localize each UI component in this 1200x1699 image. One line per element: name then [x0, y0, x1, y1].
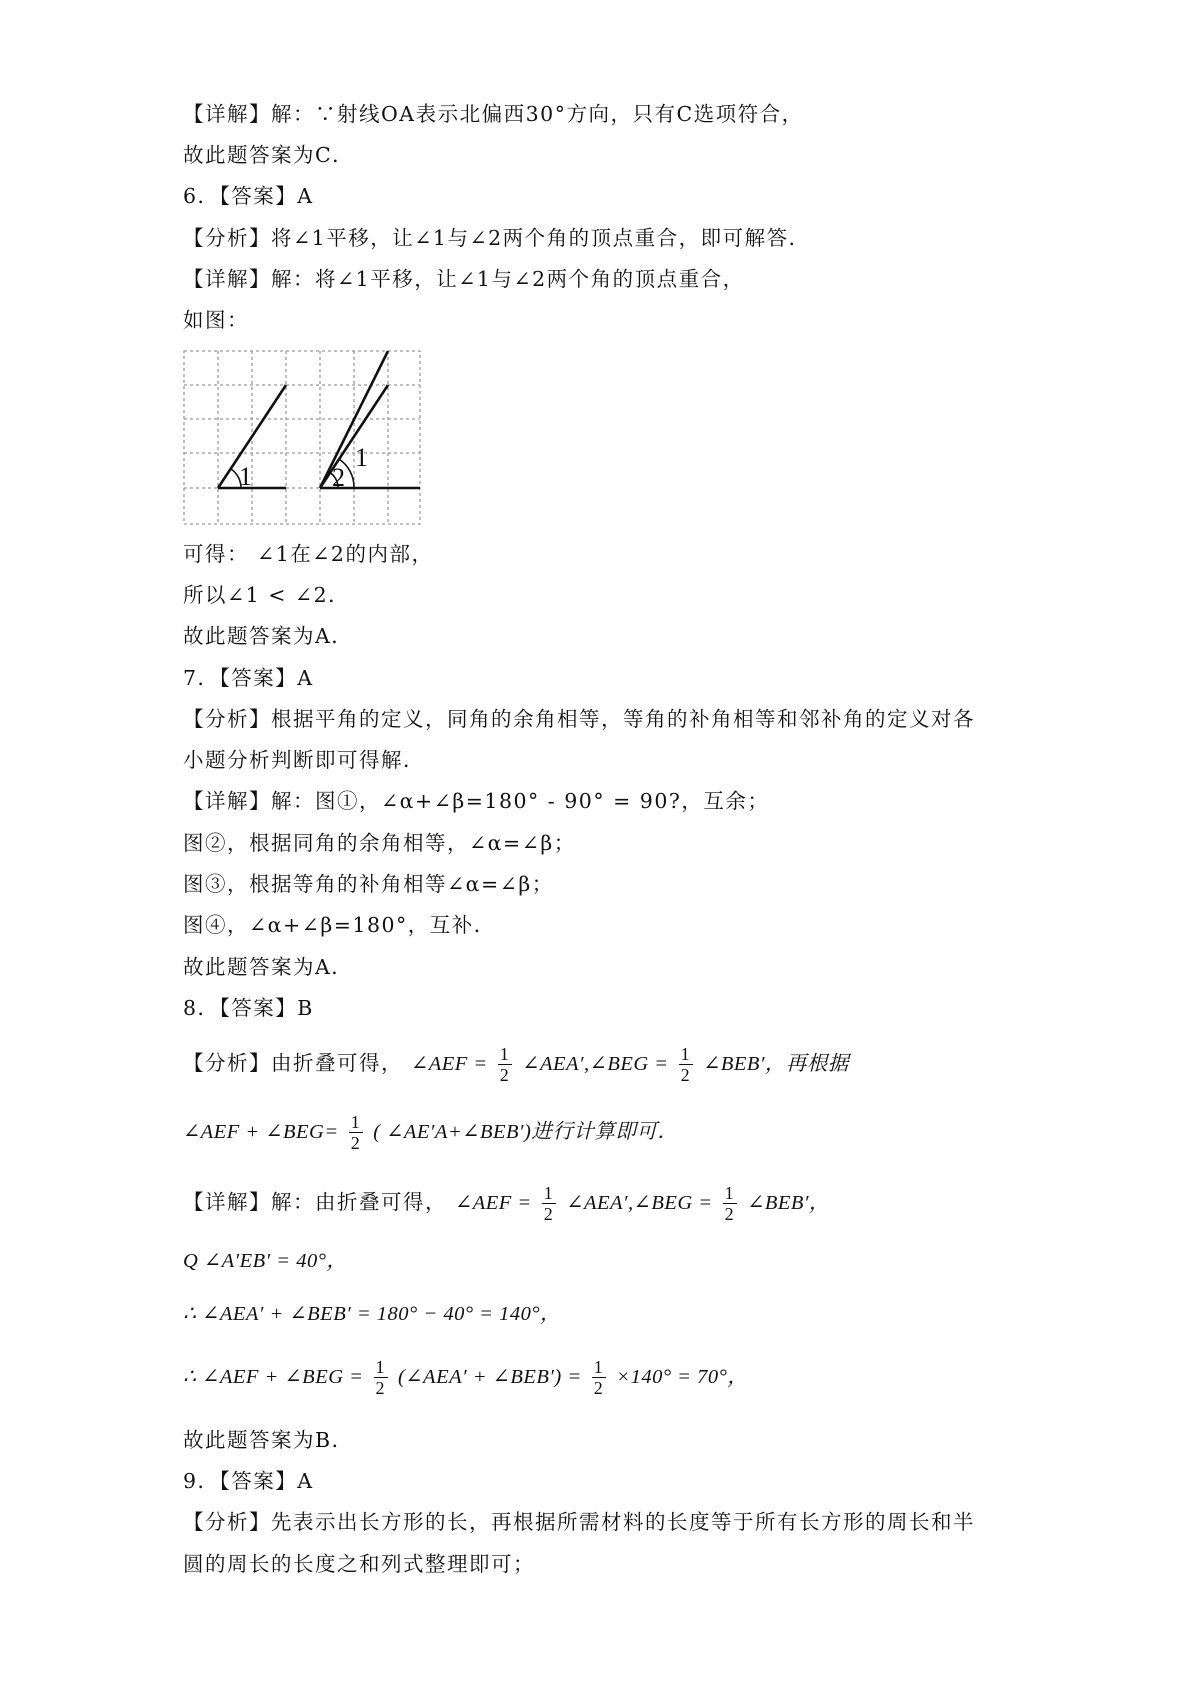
text-segment: 【详解】解：由折叠可得，	[183, 1190, 447, 1214]
fraction-numerator: 1	[375, 1357, 387, 1377]
question-7-header: 7．【答案】A	[183, 666, 314, 690]
angle1-label-moved: 1	[355, 443, 368, 472]
math-segment: (∠AEA′ + ∠BEB′) =	[398, 1366, 582, 1388]
question-8-header: 8．【答案】B	[183, 996, 314, 1020]
angle-grid-figure	[183, 350, 423, 526]
text-line: 【详解】解：∵射线OA表示北偏西30°方向，只有C选项符合，	[183, 102, 804, 126]
q8-step-3	[183, 1357, 748, 1398]
question-6-header: 6．【答案】A	[183, 184, 314, 208]
question-9-header: 9．【答案】A	[183, 1469, 314, 1493]
text-line: 小题分析判断即可得解．	[183, 748, 425, 772]
angle1-label: 1	[239, 462, 252, 491]
text-line: 圆的周长的长度之和列式整理即可；	[183, 1552, 535, 1576]
math-segment: ∠AEF =	[455, 1192, 532, 1214]
text-line: 所以∠1 < ∠2．	[183, 583, 351, 607]
text-segment: 【分析】由折叠可得，	[183, 1051, 403, 1075]
fraction	[679, 1044, 694, 1085]
text-line: 可得： ∠1在∠2的内部，	[183, 542, 434, 566]
fraction-numerator: 1	[499, 1044, 511, 1064]
text-line: 【详解】解：将∠1平移，让∠1与∠2两个角的顶点重合，	[183, 267, 745, 291]
text-line: 【分析】将∠1平移，让∠1与∠2两个角的顶点重合，即可解答．	[183, 226, 811, 250]
fraction-denominator: 2	[680, 1065, 692, 1085]
fraction	[592, 1357, 607, 1398]
fraction	[498, 1044, 513, 1085]
fraction-numerator: 1	[543, 1183, 555, 1203]
math-segment: ∠AEF + ∠BEG=	[183, 1121, 339, 1143]
text-line: 图④，∠α+∠β=180°，互补．	[183, 913, 496, 937]
text-line: 图②，根据同角的余角相等，∠α=∠β；	[183, 831, 576, 855]
math-segment: ∠BEB′，	[747, 1192, 830, 1214]
fraction-numerator: 1	[350, 1112, 362, 1132]
grid-lines	[184, 351, 420, 524]
fraction-denominator: 2	[543, 1204, 555, 1224]
math-segment: ( ∠AE′A+∠BEB′)进行计算即可．	[373, 1121, 679, 1143]
text-line: 故此题答案为C．	[183, 143, 355, 167]
fraction	[723, 1183, 738, 1224]
text-line: 【详解】解：图①，∠α+∠β=180° - 90° = 90?，互余；	[183, 789, 770, 813]
q8-analysis-line	[183, 1044, 849, 1085]
text-line: 【分析】根据平角的定义，同角的余角相等，等角的补角相等和邻补角的定义对各	[183, 707, 975, 731]
fraction-numerator: 1	[680, 1044, 692, 1064]
text-line: 如图：	[183, 308, 249, 332]
fraction-numerator: 1	[593, 1357, 605, 1377]
text-line: 图③，根据等角的补角相等∠α=∠β；	[183, 872, 554, 896]
fraction-numerator: 1	[724, 1183, 736, 1203]
fraction-denominator: 2	[593, 1378, 605, 1398]
math-segment: ∠AEA′,∠BEG =	[566, 1192, 713, 1214]
text-line: 【分析】先表示出长方形的长，再根据所需材料的长度等于所有长方形的周长和半	[183, 1510, 975, 1534]
math-segment: ×140° = 70°，	[616, 1366, 749, 1388]
text-line: 故此题答案为A．	[183, 624, 354, 648]
fraction-denominator: 2	[499, 1065, 511, 1085]
math-segment: ∠BEB′，再根据	[703, 1053, 849, 1075]
text-line: 故此题答案为A．	[183, 955, 354, 979]
fraction-denominator: 2	[724, 1204, 736, 1224]
math-segment: ∠AEF =	[411, 1053, 488, 1075]
q8-step-1: Q ∠A′EB′ = 40°，	[183, 1250, 348, 1272]
fraction-denominator: 2	[350, 1133, 362, 1153]
math-segment: ∠AEA′,∠BEG =	[522, 1053, 669, 1075]
fraction	[542, 1183, 557, 1224]
angle2-label: 2	[332, 463, 345, 492]
fraction-denominator: 2	[375, 1378, 387, 1398]
q8-analysis-line-2	[183, 1112, 678, 1153]
q8-detail-line	[183, 1183, 830, 1224]
fraction	[349, 1112, 364, 1153]
text-line: 故此题答案为B．	[183, 1428, 354, 1452]
q8-step-2: ∴ ∠AEA′ + ∠BEB′ = 180° − 40° = 140°，	[183, 1303, 562, 1325]
math-segment: ∴ ∠AEF + ∠BEG =	[183, 1366, 364, 1388]
fraction	[374, 1357, 389, 1398]
